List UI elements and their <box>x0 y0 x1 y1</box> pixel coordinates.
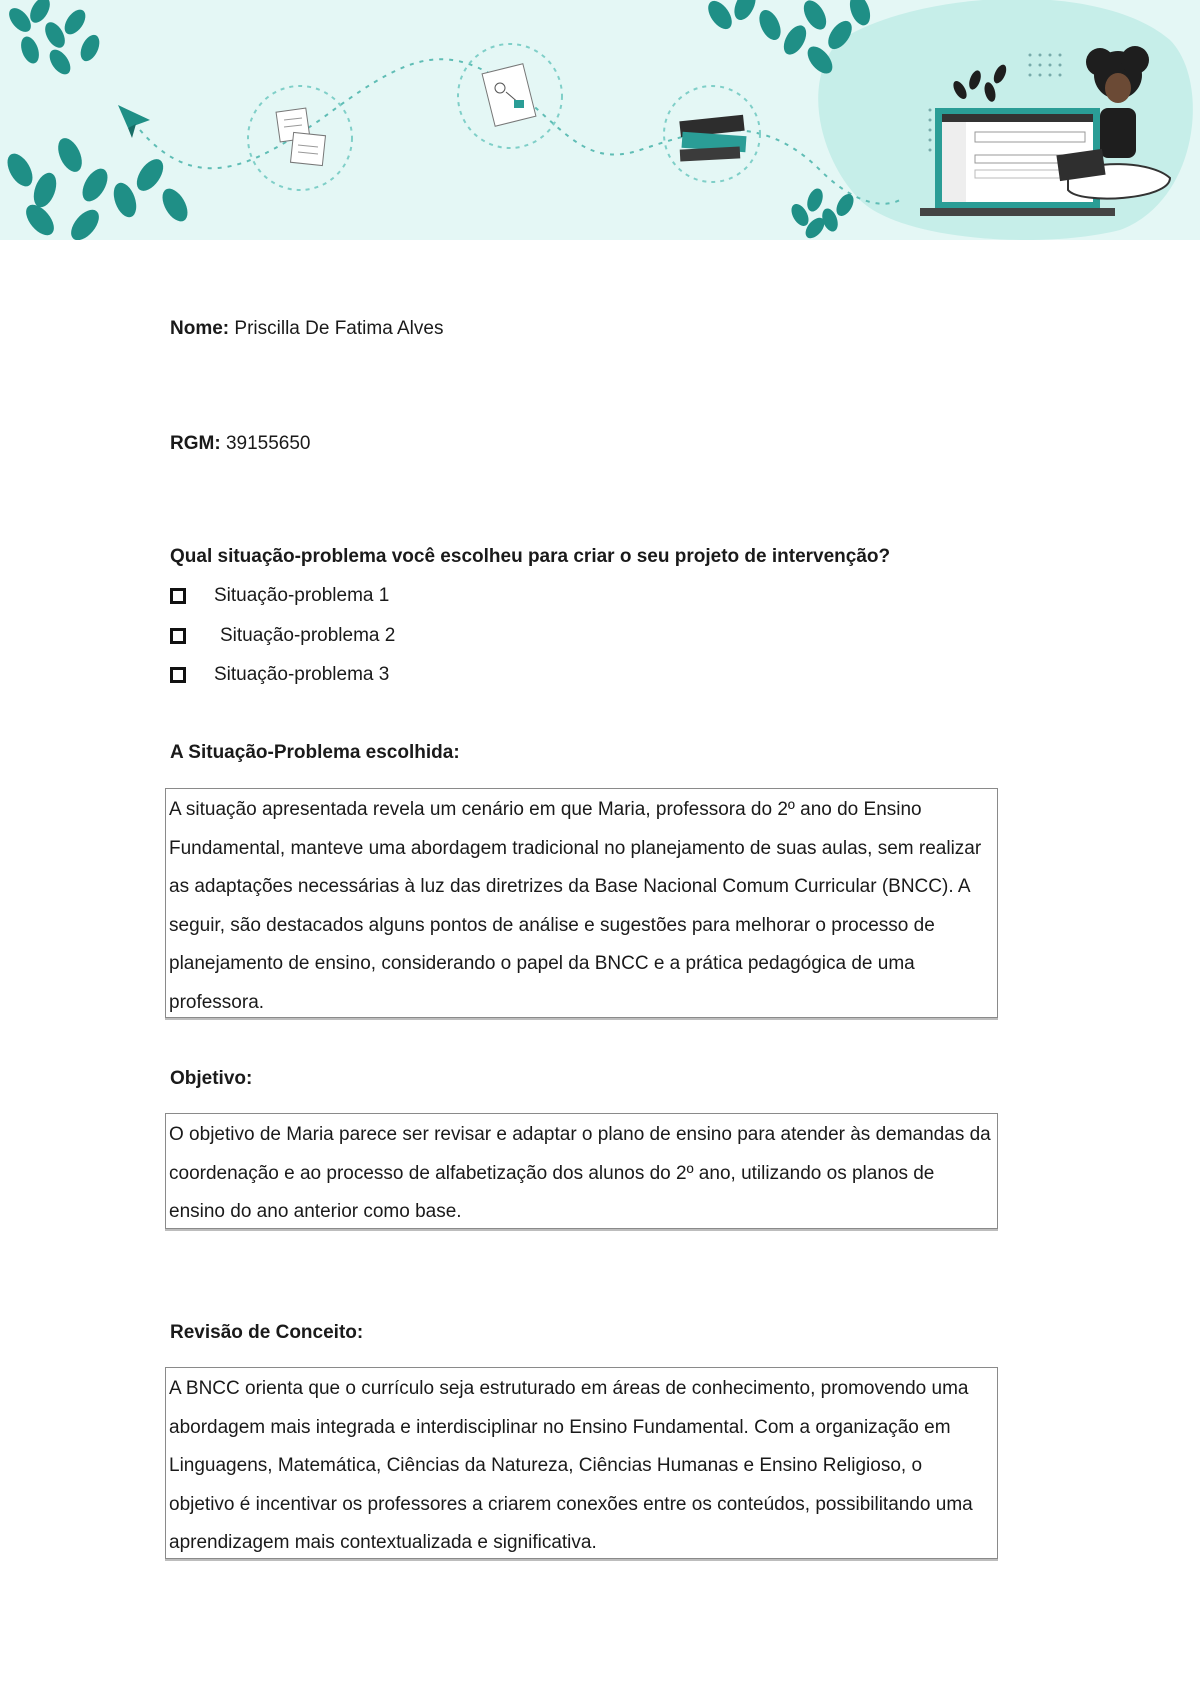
name-value: Priscilla De Fatima Alves <box>234 318 444 339</box>
checkbox-icon[interactable] <box>170 628 186 644</box>
paper-plane-icon <box>118 105 150 138</box>
option-label: Situação-problema 2 <box>220 625 396 646</box>
option-situation-2[interactable] <box>170 624 395 648</box>
student-rgm <box>170 432 310 456</box>
option-situation-1[interactable] <box>170 584 389 608</box>
option-situation-3[interactable] <box>170 663 389 687</box>
situation-title: A Situação-Problema escolhida: <box>170 742 460 763</box>
checkbox-icon[interactable] <box>170 667 186 683</box>
sticky-notes-icon <box>248 86 352 190</box>
situation-body: A situação apresentada revela um cenário em que Maria, professora do 2º ano do Ensino Fundamental, manteve uma abordagem tradicional no planejamento de suas aulas, sem realizar as adaptações necessárias à luz das diretrizes da Base Nacional Comum Curricular (BNCC). A seguir, são destacados alguns pontos de análise e sugestões para melhorar o processo de planejamento de ensino, considerando o papel da BNCC e a prática pedagógica de uma professora. <box>169 799 982 1013</box>
concept-body: A BNCC orienta que o currículo seja estruturado em áreas de conhecimento, promovendo uma abordagem mais integrada e interdisciplinar no Ensino Fundamental. Com a organização em Linguagens, Matemática, Ciências da Natureza, Ciências Humanas e Ensino Religioso, o objetivo é incentivar os professores a criarem conexões entre os conteúdos, possibilitando uma aprendizagem mais contextualizada e significativa. <box>169 1378 973 1553</box>
rgm-label: RGM: <box>170 433 221 454</box>
notepad-icon <box>458 44 562 148</box>
name-label: Nome: <box>170 318 230 339</box>
checkbox-icon[interactable] <box>170 588 186 604</box>
objective-title: Objetivo: <box>170 1068 253 1089</box>
option-label: Situação-problema 1 <box>214 585 390 606</box>
concept-title: Revisão de Conceito: <box>170 1322 364 1343</box>
objective-box <box>165 1113 998 1229</box>
folders-icon <box>664 86 760 182</box>
leaf-branch-icon <box>5 0 103 78</box>
concept-box <box>165 1367 998 1559</box>
question-text: Qual situação-problema você escolheu para criar o seu projeto de intervenção? <box>170 546 891 567</box>
header-banner <box>0 0 1200 240</box>
situation-box <box>165 788 998 1018</box>
banner-illustration <box>0 0 1200 240</box>
objective-body: O objetivo de Maria parece ser revisar e adaptar o plano de ensino para atender às demandas da coordenação e ao processo de alfabetização dos alunos do 2º ano, utilizando os planos de ensino do ano anterior como base. <box>169 1124 991 1222</box>
rgm-value: 39155650 <box>225 433 311 454</box>
option-label: Situação-problema 3 <box>214 664 390 685</box>
student-name <box>170 317 443 341</box>
